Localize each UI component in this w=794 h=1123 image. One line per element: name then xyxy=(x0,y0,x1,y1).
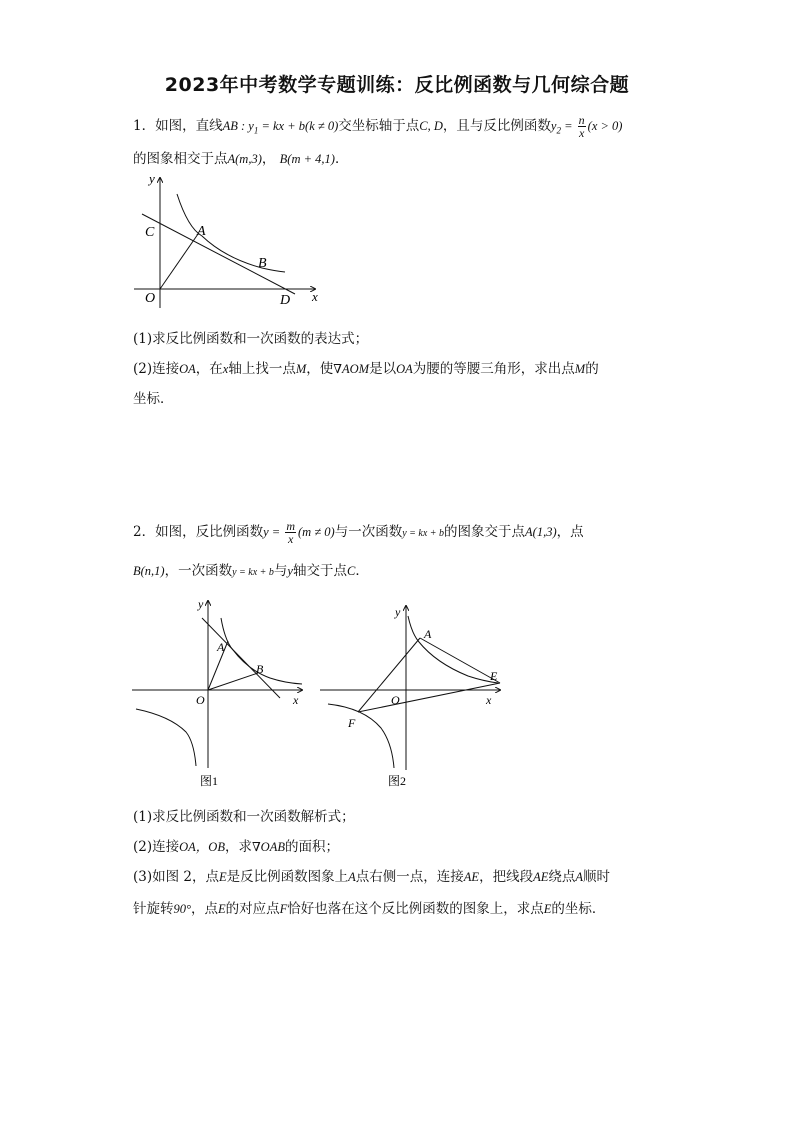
page-title: 2023年中考数学专题训练：反比例函数与几何综合题 xyxy=(164,74,630,96)
axis-label-y: y xyxy=(149,171,155,186)
q1-statement-line2: 的图象相交于点A(m,3)， B(m + 4,1)． xyxy=(133,151,349,167)
q1-subquestion-2-cont: 坐标． xyxy=(133,391,174,407)
q2-statement-line2: B(n,1)，一次函数y = kx + b与y轴交于点C． xyxy=(133,563,369,579)
point-label-d: D xyxy=(280,293,291,308)
q1-figure xyxy=(130,170,340,310)
segment-oa xyxy=(160,234,198,289)
q2-subquestion-2: (2)连接OA，OB，求∇OAB的面积； xyxy=(133,839,339,855)
q2-statement-line1: 2．如图，反比例函数y = $\frac{m}{x}$ (m ≠ 0)与一次函数y = kx + b的图象交于点A(1,3)，点 xyxy=(133,519,584,546)
point-label-e: E xyxy=(490,669,498,683)
figure-caption: 图2 xyxy=(388,774,407,788)
axis-label-y: y xyxy=(395,605,401,619)
fraction: $\frac{n}{x}$ xyxy=(578,113,585,140)
point-label-a: A xyxy=(217,640,225,654)
point-label-b: B xyxy=(258,256,267,271)
axis-label-x: x xyxy=(312,289,318,304)
q1-subquestion-1: (1)求反比例函数和一次函数的表达式； xyxy=(133,331,369,347)
q2-subquestion-3-cont: 针旋转90°，点E的对应点F恰好也落在这个反比例函数的图象上，求点E的坐标． xyxy=(133,901,606,917)
point-label-a: A xyxy=(424,627,432,641)
point-label-o: O xyxy=(196,693,205,707)
line-ab xyxy=(202,618,280,698)
q1-statement-line1: 1．如图，直线AB : $y_1$ = kx + b(k ≠ 0)交坐标轴于点C, D，且与反比例函数$y_2$ = $\frac{n}{x}$ (x > 0) xyxy=(133,113,623,140)
point-label-a: A xyxy=(197,224,206,239)
hyperbola-branch-3 xyxy=(136,709,196,766)
q2-figure-2 xyxy=(318,600,508,796)
axis-label-x: x xyxy=(486,693,492,707)
point-label-o: O xyxy=(145,291,156,306)
segment-ob xyxy=(208,673,258,690)
hyperbola-branch-3 xyxy=(328,704,394,768)
point-label-c: C xyxy=(145,225,155,240)
q2-figure-1 xyxy=(130,596,310,796)
q1-subquestion-2: (2)连接OA，在x轴上找一点M，使∇AOM是以OA为腰的等腰三角形，求出点M的 xyxy=(133,361,599,377)
point-label-b: B xyxy=(256,662,264,676)
formula: AB : y xyxy=(222,119,254,133)
fraction: $\frac{m}{x}$ xyxy=(286,519,295,546)
segment-ae xyxy=(420,638,500,683)
axis-label-x: x xyxy=(293,693,299,707)
q2-subquestion-1: (1)求反比例函数和一次函数解析式； xyxy=(133,809,355,825)
axis-label-y: y xyxy=(198,597,204,611)
point-label-f: F xyxy=(348,716,356,730)
hyperbola-branch-1 xyxy=(408,616,498,683)
figure-caption: 图1 xyxy=(200,774,219,788)
point-label-o: O xyxy=(391,693,400,707)
q2-subquestion-3: (3)如图 2，点E是反比例函数图象上A点右侧一点，连接AE，把线段AE绕点A顺时 xyxy=(133,869,610,885)
